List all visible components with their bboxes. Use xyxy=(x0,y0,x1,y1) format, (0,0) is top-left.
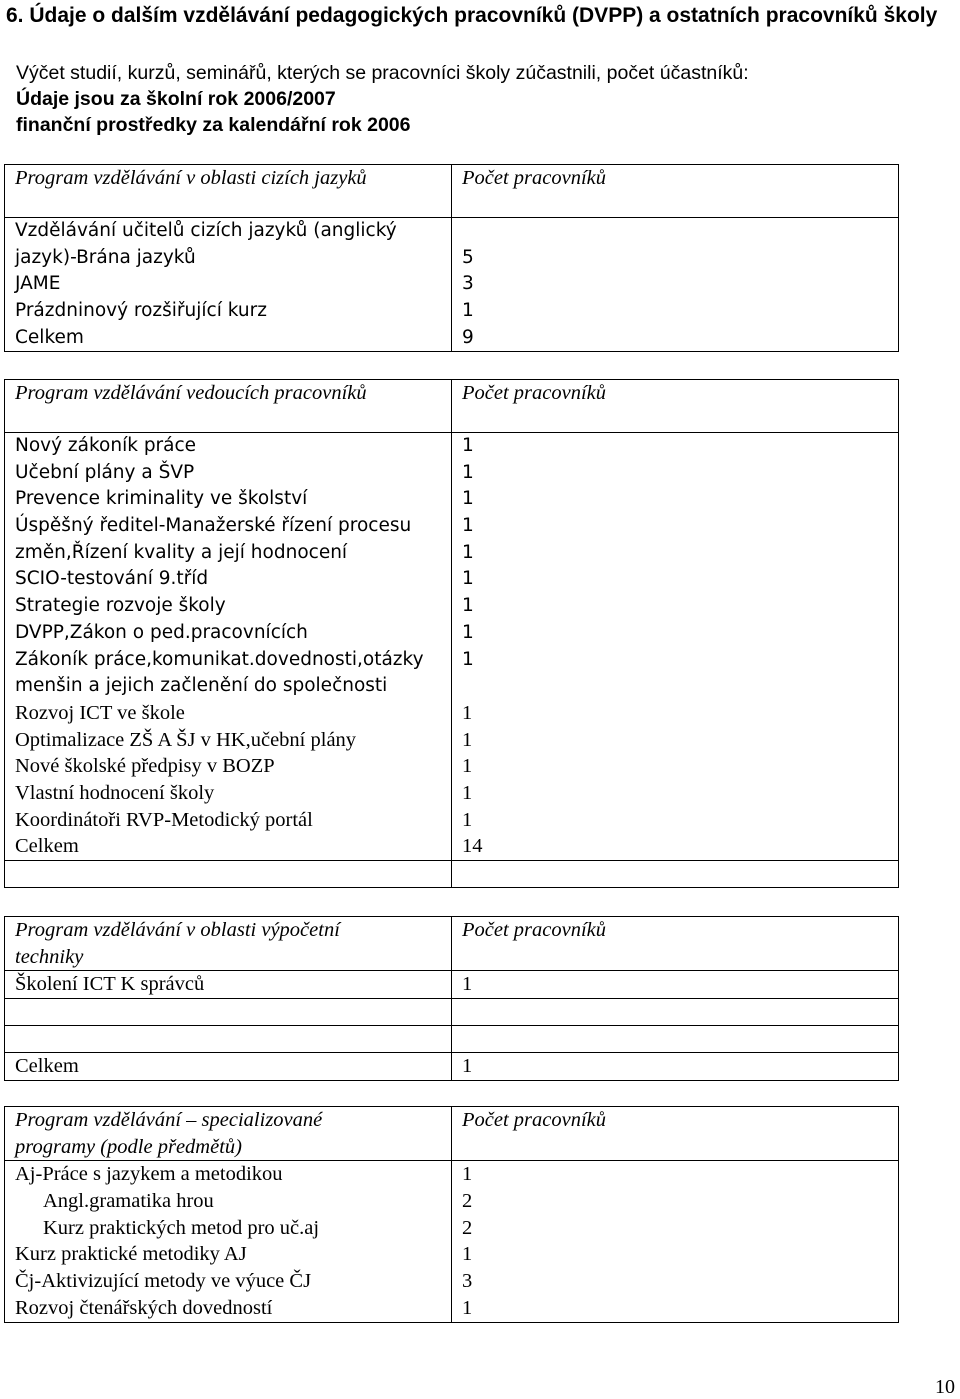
participant-count: 1 xyxy=(462,435,474,456)
course-name: Nové školské předpisy v BOZP xyxy=(15,755,275,778)
participant-count: 2 xyxy=(462,1216,473,1239)
table-management xyxy=(4,379,899,888)
course-name: Prázdninový rozšiřující kurz xyxy=(15,300,267,322)
course-list xyxy=(5,1161,452,1322)
participant-count: 1 xyxy=(452,971,899,999)
count-header: Počet pracovníků xyxy=(452,165,899,218)
course-name: Kurz praktické metodiky AJ xyxy=(15,1243,247,1266)
program-header xyxy=(5,1107,452,1161)
empty-cell xyxy=(452,1026,899,1053)
participant-count: 1 xyxy=(462,755,473,778)
intro-text xyxy=(16,60,749,138)
total-label: Celkem xyxy=(15,835,79,858)
participant-count: 1 xyxy=(462,648,474,670)
participant-count: 1 xyxy=(462,808,473,831)
empty-cell xyxy=(5,1026,452,1053)
participant-count: 1 xyxy=(462,621,474,643)
course-name: Prevence kriminality ve školství xyxy=(15,488,308,510)
count-list xyxy=(452,1161,899,1322)
course-name: Úspěšný ředitel-Manažerské řízení procesu xyxy=(15,515,412,537)
page-number: 10 xyxy=(935,1376,955,1398)
course-name: Vlastní hodnocení školy xyxy=(15,781,215,804)
course-name: Rozvoj ICT ve škole xyxy=(15,701,185,724)
course-name: Vzdělávání učitelů cizích jazyků (anglický xyxy=(15,220,397,241)
total-count: 14 xyxy=(462,835,483,858)
course-name: změn,Řízení kvality a její hodnocení xyxy=(15,541,348,563)
participant-count: 1 xyxy=(462,300,474,322)
table-specialized-programs xyxy=(4,1106,899,1323)
participant-count: 1 xyxy=(462,488,474,510)
total-count: 1 xyxy=(452,1053,899,1081)
table-computer-technology xyxy=(4,916,899,1081)
participant-count xyxy=(462,673,888,700)
participant-count: 1 xyxy=(462,595,474,617)
program-header-line: Program vzdělávání v oblasti výpočetní xyxy=(15,919,340,941)
participant-count: 1 xyxy=(462,728,473,751)
program-header: Program vzdělávání v oblasti cizích jazyků xyxy=(5,165,452,218)
participant-count: 1 xyxy=(462,1296,473,1319)
participant-count xyxy=(462,218,888,245)
empty-cell xyxy=(452,999,899,1026)
program-header-line: Program vzdělávání – specializované xyxy=(15,1109,323,1131)
course-name: JAME xyxy=(15,273,61,295)
empty-cell xyxy=(452,861,899,888)
total-label: Celkem xyxy=(15,326,84,348)
table-foreign-languages xyxy=(4,164,899,352)
intro-line-calendar-year: finanční prostředky za kalendářní rok 2006 xyxy=(16,114,411,136)
intro-line-school-year: Údaje jsou za školní rok 2006/2007 xyxy=(16,88,336,110)
participant-count: 1 xyxy=(462,568,474,590)
participant-count: 1 xyxy=(462,1243,473,1266)
course-name: SCIO-testování 9.tříd xyxy=(15,568,209,590)
participant-count: 5 xyxy=(462,246,474,268)
course-name: DVPP,Zákon o ped.pracovnících xyxy=(15,621,308,643)
course-name: Angl.gramatika hrou xyxy=(43,1190,214,1213)
course-name: Koordinátoři RVP-Metodický portál xyxy=(15,808,313,831)
participant-count: 3 xyxy=(462,1270,473,1293)
count-header: Počet pracovníků xyxy=(452,917,899,971)
empty-cell xyxy=(5,861,452,888)
empty-cell xyxy=(5,999,452,1026)
total-label: Celkem xyxy=(5,1053,452,1081)
program-header-line: programy (podle předmětů) xyxy=(15,1135,242,1158)
course-name: Aj-Práce s jazykem a metodikou xyxy=(15,1163,283,1186)
participant-count: 1 xyxy=(462,515,474,537)
course-name: Zákoník práce,komunikat.dovednosti,otázky xyxy=(15,648,424,670)
participant-count: 1 xyxy=(462,701,473,724)
course-list xyxy=(5,433,452,861)
course-name: Optimalizace ZŠ A ŠJ v HK,učební plány xyxy=(15,728,357,751)
course-name: jazyk)-Brána jazyků xyxy=(15,246,196,268)
participant-count: 2 xyxy=(462,1190,473,1213)
program-header xyxy=(5,917,452,971)
count-list xyxy=(452,218,899,352)
participant-count: 1 xyxy=(462,461,474,483)
total-count: 9 xyxy=(462,326,474,348)
participant-count: 1 xyxy=(462,541,474,563)
course-name: menšin a jejich začlenění do společnosti xyxy=(15,675,388,697)
course-name: Učební plány a ŠVP xyxy=(15,461,195,483)
program-header-line: techniky xyxy=(15,945,84,968)
count-header: Počet pracovníků xyxy=(452,380,899,433)
course-name: Nový zákoník práce xyxy=(15,435,197,456)
count-header: Počet pracovníků xyxy=(452,1107,899,1161)
count-list xyxy=(452,433,899,861)
participant-count: 1 xyxy=(462,1163,473,1186)
participant-count: 3 xyxy=(462,273,474,295)
section-heading: 6. Údaje o dalším vzdělávání pedagogických pracovníků (DVPP) a ostatních pracovníků školy xyxy=(6,4,938,27)
participant-count: 1 xyxy=(462,781,473,804)
course-name: Strategie rozvoje školy xyxy=(15,595,226,617)
course-list xyxy=(5,218,452,352)
course-name: Kurz praktických metod pro uč.aj xyxy=(43,1216,320,1239)
course-name: Rozvoj čtenářských dovedností xyxy=(15,1296,273,1319)
course-name: Čj-Aktivizující metody ve výuce ČJ xyxy=(15,1270,312,1293)
intro-line-courses: Výčet studií, kurzů, seminářů, kterých se pracovníci školy zúčastnili, počet účastníků: xyxy=(16,62,749,84)
program-header: Program vzdělávání vedoucích pracovníků xyxy=(5,380,452,433)
course-name: Školení ICT K správců xyxy=(5,971,452,999)
